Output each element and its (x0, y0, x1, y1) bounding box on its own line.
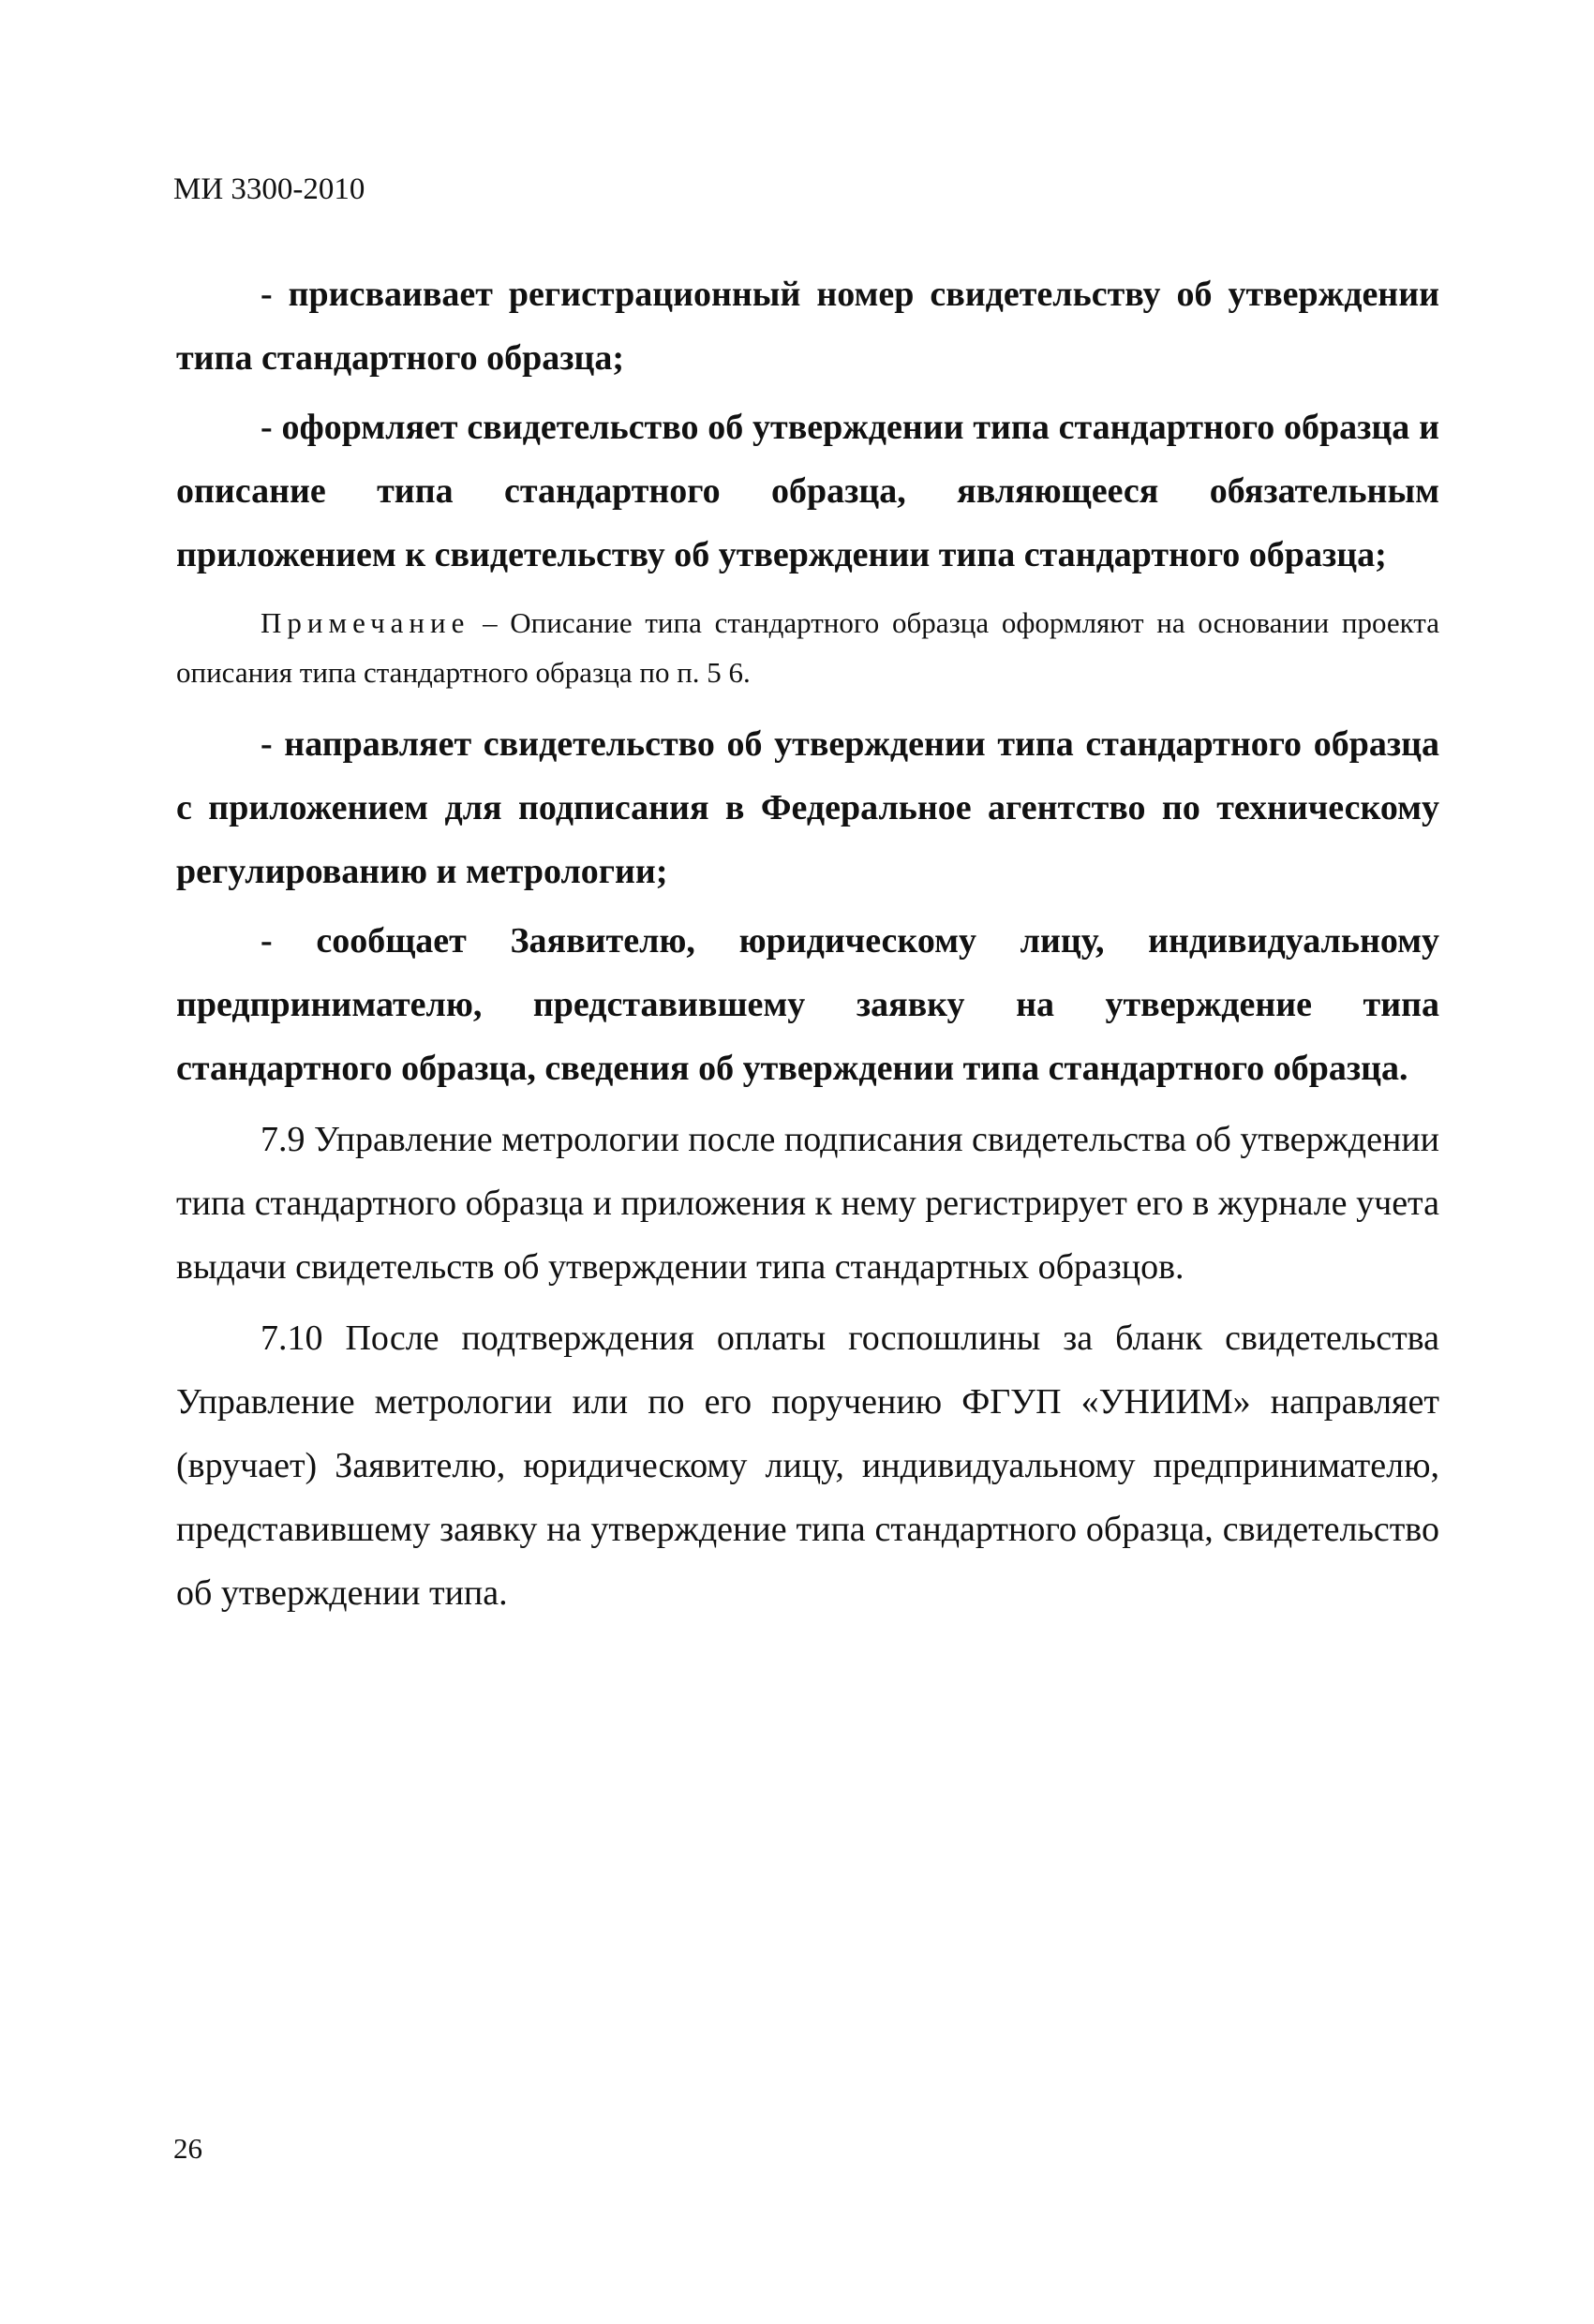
list-item: - оформляет свидетельство об утверждении типа стандартного образца и описание типа стандартного образца, являющееся обязательным приложением к свидетельству об утверждении типа стандартного образца; (176, 408, 1439, 574)
list-item: - направляет свидетельство об утверждении типа стандартного образца с приложением для подписания в Федеральное агентство по техническому регулированию и метрологии; (176, 724, 1439, 891)
note-text: – Описание типа стандартного образца оформляют на основании проекта описания типа стандартного образца по п. 5 6. (176, 606, 1439, 689)
paragraph-7-10: 7.10 После подтверждения оплаты госпошлины за бланк свидетельства Управление метрологии или по его поручению ФГУП «УНИИМ» направляет (вручает) Заявителю, юридическому лицу, индивидуальному предпринимателю, представившему заявку на утверждение типа стандартного образца, свидетельство об утверждении типа. (176, 1318, 1439, 1613)
note (176, 598, 1439, 697)
page-number: 26 (173, 2132, 202, 2165)
paragraph-7-9: 7.9 Управление метрологии после подписания свидетельства об утверждении типа стандартного образца и приложения к нему регистрирует его в журнале учета выдачи свидетельств об утверждении типа стандартных образцов. (176, 1120, 1439, 1287)
note-label: Примечание (261, 606, 470, 639)
list-item: - присваивает регистрационный номер свидетельству об утверждении типа стандартного образца; (176, 275, 1439, 378)
document-body (176, 262, 1439, 1625)
page-header-doc-id: МИ 3300-2010 (173, 172, 365, 206)
list-item: - сообщает Заявителю, юридическому лицу, индивидуальному предпринимателю, представившему заявку на утверждение типа стандартного образца, сведения об утверждении типа стандартного образца. (176, 921, 1439, 1088)
